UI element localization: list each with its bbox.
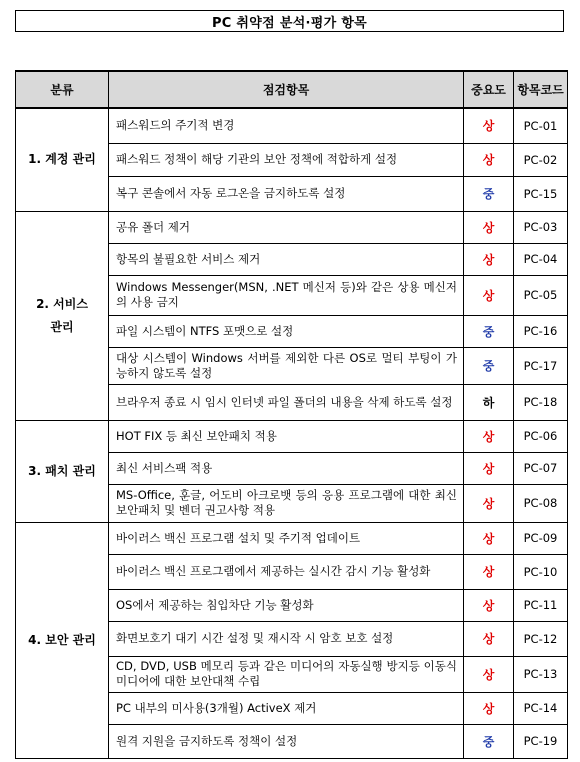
category-label: 3. 패치 관리	[28, 463, 96, 478]
check-item-text: 바이러스 백신 프로그램에서 제공하는 실시간 감시 기능 활성화	[116, 564, 431, 578]
importance-badge: 상	[464, 143, 514, 176]
item-code: PC-16	[514, 315, 568, 347]
check-item-text: CD, DVD, USB 메모리 등과 같은 미디어의 자동실행 방지등 이동식 미디어에 대한 보안대책 수립	[116, 659, 457, 688]
check-item-text: 화면보호기 대기 시간 설정 및 재시작 시 암호 보호 설정	[116, 631, 394, 645]
table-body	[16, 108, 568, 758]
item-code: PC-12	[514, 621, 568, 656]
document-title-text: PC 취약점 분석·평가 항목	[211, 15, 368, 31]
check-item-text: 바이러스 백신 프로그램 설치 및 주기적 업데이트	[116, 530, 361, 545]
importance-badge: 상	[464, 211, 514, 243]
check-item-text: OS에서 제공하는 침입차단 기능 활성화	[116, 597, 314, 612]
check-item-cell	[109, 176, 464, 211]
item-code: PC-05	[514, 275, 568, 315]
check-item-text: 최신 서비스팩 적용	[116, 460, 213, 475]
importance-badge: 중	[464, 176, 514, 211]
check-item-cell	[109, 522, 464, 554]
document-title	[15, 10, 564, 32]
category-cell	[16, 420, 109, 522]
table-row	[16, 522, 568, 554]
check-item-text: 공유 폴더 제거	[116, 219, 190, 234]
check-item-cell	[109, 452, 464, 484]
item-code: PC-11	[514, 589, 568, 621]
importance-badge: 중	[464, 347, 514, 384]
check-item-cell	[109, 621, 464, 656]
check-item-cell	[109, 108, 464, 143]
check-item-text: 패스워드 정책이 해당 기관의 보안 정책에 적합하게 설정	[116, 152, 398, 166]
category-label: 1. 계정 관리	[28, 152, 96, 167]
importance-badge: 상	[464, 108, 514, 143]
check-item-cell	[109, 211, 464, 243]
check-item-cell	[109, 243, 464, 275]
item-code: PC-08	[514, 484, 568, 522]
category-cell	[16, 522, 109, 758]
check-item-cell	[109, 554, 464, 589]
item-code: PC-18	[514, 384, 568, 420]
importance-badge: 상	[464, 656, 514, 692]
check-item-cell	[109, 347, 464, 384]
header-item: 점검항목	[109, 71, 464, 108]
check-item-text: 대상 시스템이 Windows 서버를 제외한 다른 OS로 멀티 부팅이 가능하지 않도록 설정	[116, 350, 457, 380]
check-item-cell	[109, 724, 464, 758]
table-header	[16, 71, 568, 108]
importance-badge: 상	[464, 484, 514, 522]
item-code: PC-06	[514, 420, 568, 452]
table-row	[16, 420, 568, 452]
importance-badge: 상	[464, 692, 514, 724]
category-cell	[16, 211, 109, 420]
check-item-cell	[109, 420, 464, 452]
check-item-cell	[109, 589, 464, 621]
check-item-text: 파일 시스템이 NTFS 포맷으로 설정	[116, 323, 294, 338]
item-code: PC-17	[514, 347, 568, 384]
importance-badge: 상	[464, 420, 514, 452]
category-label: 2. 서비스	[36, 296, 88, 311]
check-item-text: 패스워드의 주기적 변경	[116, 118, 235, 133]
importance-badge: 중	[464, 724, 514, 758]
importance-badge: 상	[464, 275, 514, 315]
check-item-cell	[109, 484, 464, 522]
check-item-cell	[109, 692, 464, 724]
header-category: 분류	[16, 71, 109, 108]
check-item-cell	[109, 315, 464, 347]
check-item-text: MS-Office, 훈글, 어도비 아크로뱃 등의 응용 프로그램에 대한 최신 보안패치 및 벤더 권고사항 적용	[116, 488, 457, 517]
check-item-text: 원격 지원을 금지하도록 정책이 설정	[116, 733, 298, 748]
item-code: PC-04	[514, 243, 568, 275]
importance-badge: 상	[464, 522, 514, 554]
item-code: PC-03	[514, 211, 568, 243]
importance-badge: 하	[464, 384, 514, 420]
check-item-cell	[109, 143, 464, 176]
check-item-text: 브라우저 종료 시 임시 인터넷 파일 폴더의 내용을 삭제 하도록 설정	[116, 394, 453, 409]
check-item-cell	[109, 656, 464, 692]
item-code: PC-07	[514, 452, 568, 484]
check-item-text: Windows Messenger(MSN, .NET 메신저 등)와 같은 상용 메신저의 사용 금지	[116, 280, 457, 309]
item-code: PC-02	[514, 143, 568, 176]
item-code: PC-13	[514, 656, 568, 692]
category-cell	[16, 108, 109, 211]
item-code: PC-09	[514, 522, 568, 554]
category-label-line2: 관리	[50, 319, 74, 334]
importance-badge: 중	[464, 315, 514, 347]
check-item-text: HOT FIX 등 최신 보안패치 적용	[116, 428, 277, 443]
item-code: PC-15	[514, 176, 568, 211]
category-label: 4. 보안 관리	[28, 632, 96, 647]
check-item-text: 항목의 불필요한 서비스 제거	[116, 251, 261, 266]
header-importance: 중요도	[464, 71, 514, 108]
check-item-text: PC 내부의 미사용(3개월) ActiveX 제거	[116, 700, 317, 715]
item-code: PC-10	[514, 554, 568, 589]
item-code: PC-01	[514, 108, 568, 143]
check-item-text: 복구 콘솔에서 자동 로그온을 금지하도록 설정	[116, 186, 346, 200]
item-code: PC-19	[514, 724, 568, 758]
importance-badge: 상	[464, 554, 514, 589]
importance-badge: 상	[464, 452, 514, 484]
header-code: 항목코드	[514, 71, 568, 108]
importance-badge: 상	[464, 243, 514, 275]
vulnerability-table	[15, 70, 568, 759]
importance-badge: 상	[464, 621, 514, 656]
check-item-cell	[109, 384, 464, 420]
table-row	[16, 211, 568, 243]
item-code: PC-14	[514, 692, 568, 724]
importance-badge: 상	[464, 589, 514, 621]
check-item-cell	[109, 275, 464, 315]
table-row	[16, 108, 568, 143]
